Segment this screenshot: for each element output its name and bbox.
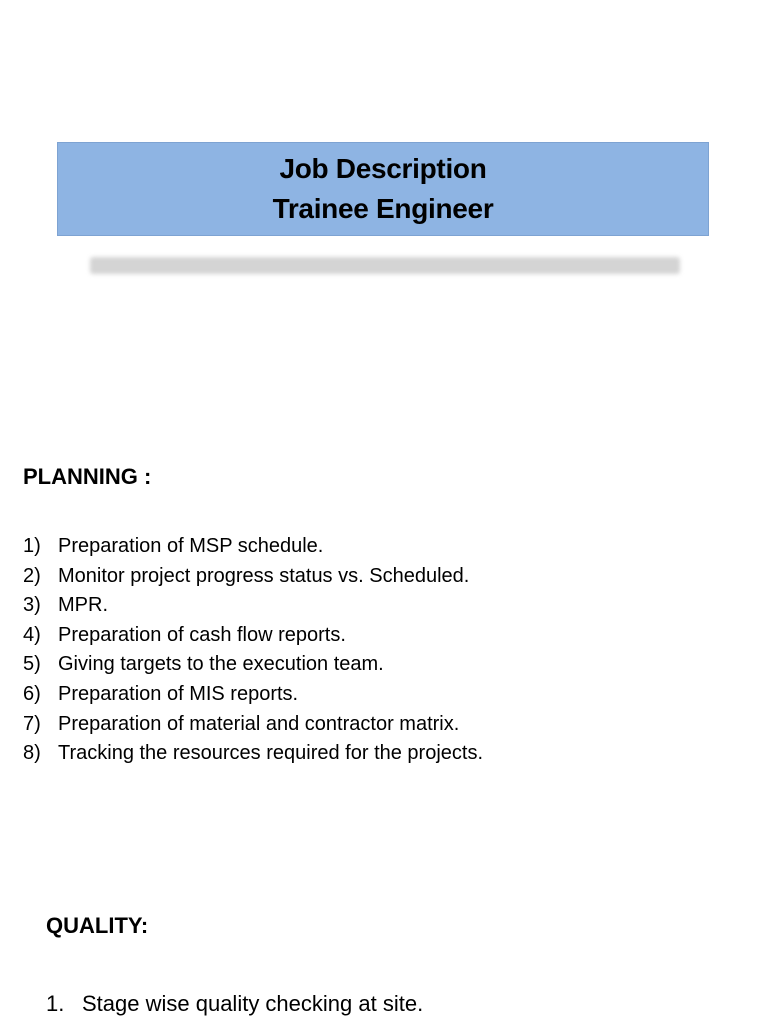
list-item-text: Preparation of material and contractor matrix. xyxy=(58,712,460,735)
list-item-number: 1) xyxy=(23,535,41,557)
list-item-text: Monitor project progress status vs. Scheduled. xyxy=(58,564,470,587)
list-item-number: 1. xyxy=(46,991,65,1016)
quality-list xyxy=(46,988,423,1020)
list-item xyxy=(46,988,423,1020)
list-item-text: Preparation of MIS reports. xyxy=(58,682,299,705)
list-item-text: MPR. xyxy=(58,594,108,617)
list-item xyxy=(23,591,483,621)
list-item xyxy=(23,532,483,562)
list-item xyxy=(23,739,483,769)
planning-heading: PLANNING : xyxy=(23,464,152,489)
list-item-number: 4) xyxy=(23,623,41,646)
list-item xyxy=(23,710,483,740)
list-item-text: Giving targets to the execution team. xyxy=(58,653,384,676)
title-banner xyxy=(57,142,709,236)
list-item xyxy=(23,650,483,680)
list-item xyxy=(23,680,483,710)
list-item-number: 2) xyxy=(23,564,41,587)
quality-heading: QUALITY: xyxy=(46,913,149,938)
list-item-number: 5) xyxy=(23,653,41,676)
list-item xyxy=(23,562,483,592)
list-item-number: 3) xyxy=(23,594,41,617)
list-item xyxy=(23,621,483,651)
document-title: Job Description xyxy=(279,153,487,184)
list-item-text: Tracking the resources required for the projects. xyxy=(58,742,484,765)
list-item-number: 8) xyxy=(23,742,41,765)
list-item-number: 7) xyxy=(23,712,41,735)
list-item-text: Preparation of cash flow reports. xyxy=(58,623,346,646)
redacted-text-bar xyxy=(90,257,680,274)
document-subtitle: Trainee Engineer xyxy=(272,193,494,224)
list-item-text: Stage wise quality checking at site. xyxy=(82,991,424,1016)
list-item-text: Preparation of MSP schedule. xyxy=(58,535,324,557)
list-item-number: 6) xyxy=(23,682,41,705)
planning-list xyxy=(23,532,483,769)
